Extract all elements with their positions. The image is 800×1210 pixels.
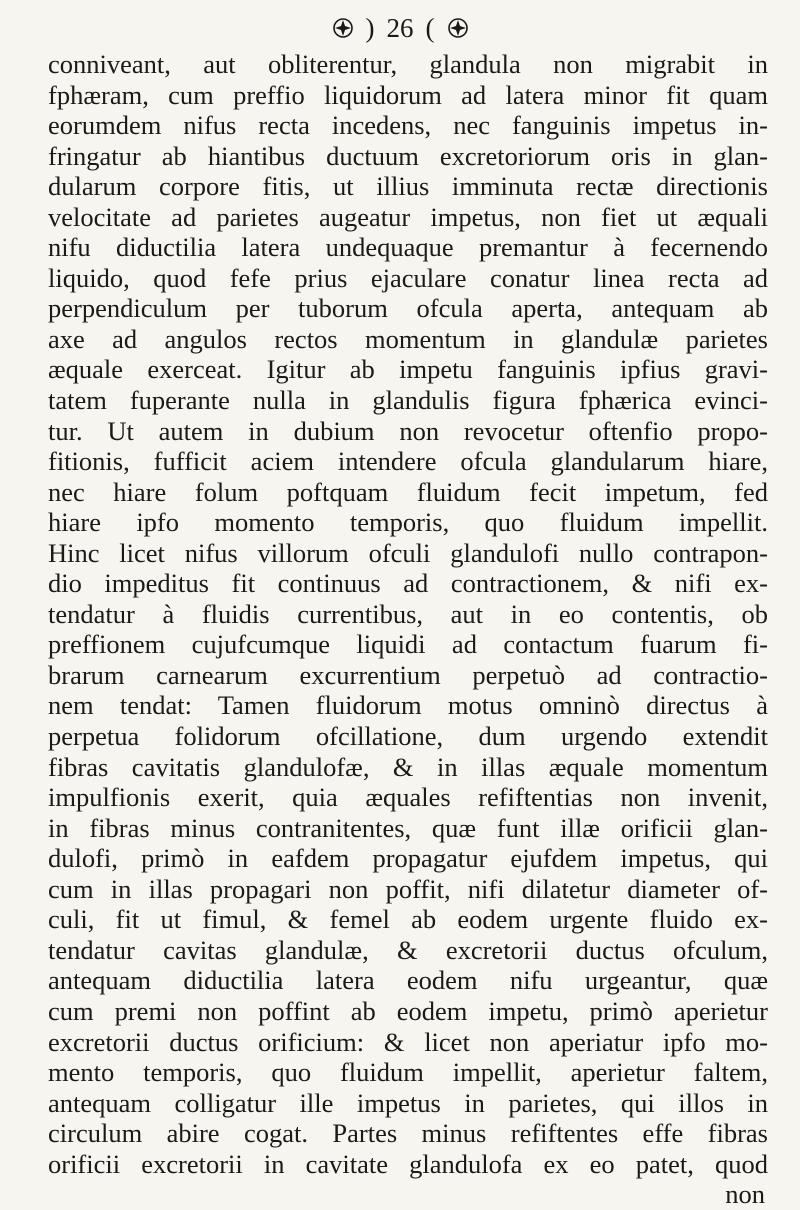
- text-line: tendatur à fluidis currentibus, aut in eo contentis, ob: [48, 598, 768, 629]
- text-line: fibras cavitatis glandulofæ, & in illas æquale momentum: [48, 751, 768, 782]
- text-line: cum in illas propagari non poffit, nifi dilatetur diameter of-: [48, 873, 768, 904]
- text-line: non: [725, 1179, 765, 1210]
- text-line: dularum corpore fitis, ut illius imminuta rectæ directionis: [48, 171, 768, 202]
- text-line: nem tendat: Tamen fluidorum motus omninò directus à: [48, 690, 768, 721]
- text-line: fringatur ab hiantibus ductuum excretoriorum oris in glan-: [48, 140, 768, 171]
- text-line: cum premi non poffint ab eodem impetu, primò aperietur: [48, 995, 768, 1026]
- text-line: nifu diductilia latera undequaque premantur à fecernendo: [48, 232, 768, 263]
- text-line: brarum carnearum excurrentium perpetuò ad contractio-: [48, 659, 768, 690]
- text-line: excretorii ductus orificium: & licet non aperiatur ipfo mo-: [48, 1026, 768, 1057]
- text-line: fitionis, fufficit aciem intendere ofcula glandularum hiare,: [48, 446, 768, 477]
- page-number: 26: [386, 12, 414, 43]
- text-line: æquale exerceat. Igitur ab impetu fanguinis ipfius gravi-: [48, 354, 768, 385]
- text-line: mento temporis, quo fluidum impellit, aperietur faltem,: [48, 1057, 768, 1088]
- body-text: [48, 49, 768, 1210]
- text-line: hiare ipfo momento temporis, quo fluidum impellit.: [48, 507, 768, 538]
- text-line: Hinc licet nifus villorum ofculi glandulofi nullo contrapon-: [48, 537, 768, 568]
- text-line: circulum abire cogat. Partes minus refiftentes effe fibras: [48, 1118, 768, 1149]
- text-line: eorumdem nifus recta incedens, nec fanguinis impetus in-: [48, 110, 768, 141]
- text-line: tatem fuperante nulla in glandulis figura fphærica evinci-: [48, 385, 768, 416]
- page-header: [0, 8, 800, 48]
- text-line: preffionem cujufcumque liquidi ad contactum fuarum fi-: [48, 629, 768, 660]
- text-line: conniveant, aut obliterentur, glandula non migrabit in: [48, 49, 768, 79]
- text-line: liquido, quod fefe prius ejaculare conatur linea recta ad: [48, 262, 768, 293]
- text-line: dio impeditus fit continuus ad contractionem, & nifi ex-: [48, 568, 768, 599]
- text-line: orificii excretorii in cavitate glandulofa ex eo patet, quod: [48, 1148, 768, 1179]
- text-line: fphæram, cum preffio liquidorum ad latera minor fit quam: [48, 79, 768, 110]
- text-line: perpetua folidorum ofcillatione, dum urgendo extendit: [48, 721, 768, 752]
- text-line: culi, fit ut fimul, & femel ab eodem urgente fluido ex-: [48, 904, 768, 935]
- text-line: in fibras minus contranitentes, quæ funt illæ orificii glan-: [48, 812, 768, 843]
- text-line: axe ad angulos rectos momentum in glandulæ parietes: [48, 323, 768, 354]
- text-line: perpendiculum per tuborum ofcula aperta, antequam ab: [48, 293, 768, 324]
- text-line: nec hiare folum poftquam fluidum fecit impetum, fed: [48, 476, 768, 507]
- text-line: antequam diductilia latera eodem nifu urgeantur, quæ: [48, 965, 768, 996]
- header-right-bracket: (: [425, 12, 435, 43]
- text-line: antequam colligatur ille impetus in parietes, qui illos in: [48, 1087, 768, 1118]
- right-ornament-icon: [447, 17, 469, 39]
- header-left-bracket: ): [365, 12, 375, 43]
- text-line: dulofi, primò in eafdem propagatur ejufdem impetus, qui: [48, 843, 768, 874]
- text-line: impulfionis exerit, quia æquales refiftentias non invenit,: [48, 782, 768, 813]
- text-line: tendatur cavitas glandulæ, & excretorii ductus ofculum,: [48, 934, 768, 965]
- left-ornament-icon: [332, 17, 354, 39]
- text-line: tur. Ut autem in dubium non revocetur oftenfio propo-: [48, 415, 768, 446]
- text-line: velocitate ad parietes augeatur impetus, non fiet ut æquali: [48, 201, 768, 232]
